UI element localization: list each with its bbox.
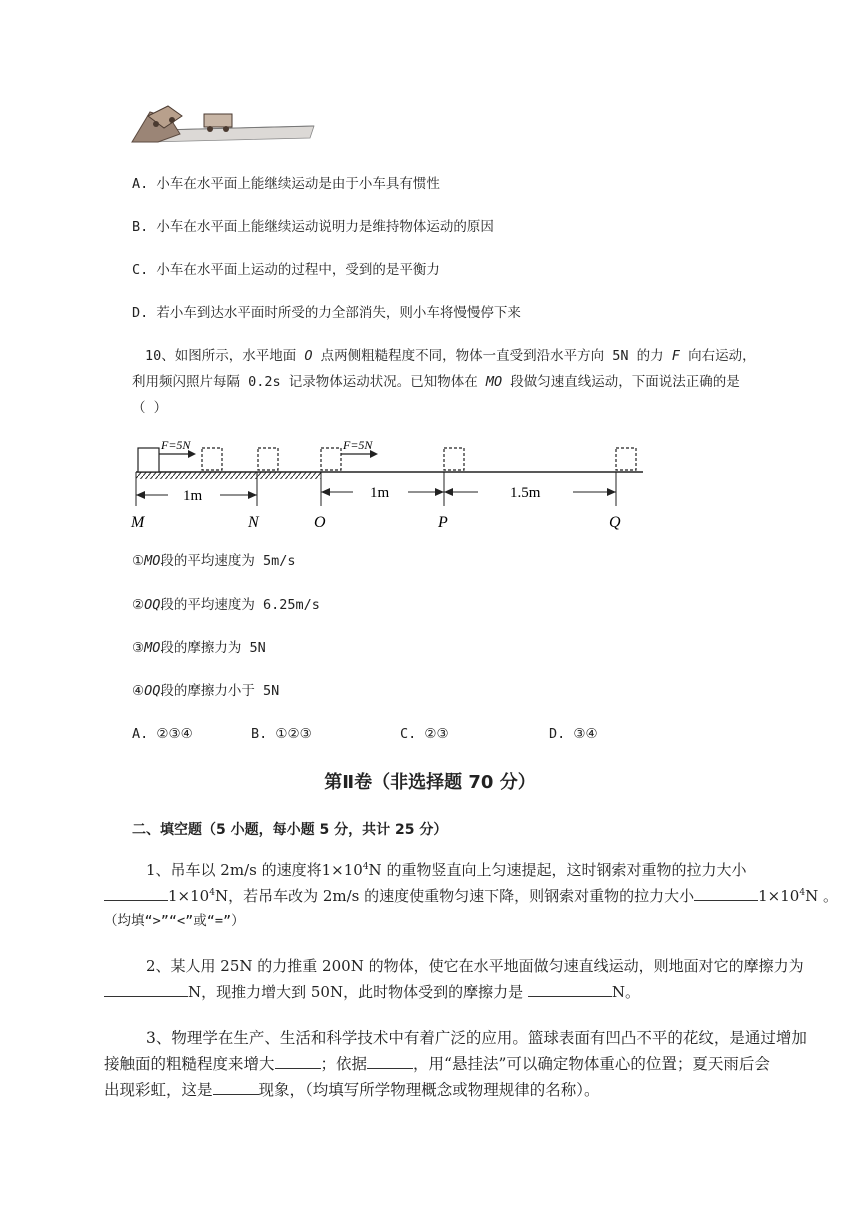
answer-blank[interactable] bbox=[104, 982, 188, 997]
fill3-line2: 接触面的粗糙程度来增大 ；依据 ，用“悬挂法”可以确定物体重心的位置；夏天雨后会 bbox=[104, 1055, 770, 1073]
point-label-n: N bbox=[248, 514, 259, 531]
fill1-line1: 1、吊车以 2m/s 的速度将$1\times 10^4N$ 的重物竖直向上匀速提起，这时钢索对重物的拉力大小 bbox=[146, 861, 747, 879]
flash-box bbox=[616, 448, 636, 470]
flash-box bbox=[202, 448, 222, 470]
rough-surface-hatch bbox=[136, 472, 321, 479]
q10-stem-line1: 10、如图所示，水平地面 O 点两侧粗糙程度不同，物体一直受到沿水平方向 5N 的力 F 向右运动， bbox=[145, 348, 756, 364]
flash-box bbox=[258, 448, 278, 470]
q9-option-d: D. 若小车到达水平面时所受的力全部消失，则小车将慢慢停下来 bbox=[132, 305, 521, 321]
answer-blank[interactable] bbox=[367, 1054, 413, 1069]
incline-cart-figure bbox=[130, 100, 320, 150]
q10-statement-4: ④OQ段的摩擦力小于 5N bbox=[132, 683, 280, 699]
point-label-q: Q bbox=[609, 514, 621, 531]
q10-statement-1: ①MO段的平均速度为 5m/s bbox=[132, 553, 296, 569]
answer-blank[interactable] bbox=[275, 1054, 321, 1069]
answer-blank[interactable] bbox=[528, 982, 612, 997]
dim-label-pq: 1.5m bbox=[510, 485, 541, 501]
q10-choice-c: C. ②③ bbox=[400, 726, 449, 742]
answer-blank[interactable] bbox=[104, 886, 168, 901]
point-label-o: O bbox=[314, 514, 326, 531]
point-label-m: M bbox=[131, 514, 145, 531]
fill3-line3: 出现彩虹，这是 现象，（均填写所学物理概念或物理规律的名称）。 bbox=[104, 1081, 600, 1099]
q10-choice-b: B. ①②③ bbox=[251, 726, 312, 742]
q10-statement-3: ③MO段的摩擦力为 5N bbox=[132, 640, 266, 656]
cart-on-ground bbox=[204, 114, 232, 127]
fill2-line1: 2、某人用 25N 的力推重 200N 的物体，使它在水平地面做匀速直线运动，则地面对它的摩擦力为 bbox=[146, 957, 804, 975]
q10-answer-paren: （ ） bbox=[132, 400, 168, 416]
q10-statement-2: ②OQ段的平均速度为 6.25m/s bbox=[132, 597, 320, 613]
friction-motion-figure bbox=[128, 434, 648, 534]
q10-choice-d: D. ③④ bbox=[549, 726, 598, 742]
q9-option-b: B. 小车在水平面上能继续运动说明力是维持物体运动的原因 bbox=[132, 219, 494, 235]
answer-blank[interactable] bbox=[213, 1080, 259, 1095]
fill1-line3: （均填“>”“<”或“=”） bbox=[104, 913, 245, 929]
answer-blank[interactable] bbox=[694, 886, 758, 901]
point-label-p: P bbox=[438, 514, 448, 531]
q9-option-c: C. 小车在水平面上运动的过程中，受到的是平衡力 bbox=[132, 262, 440, 278]
part-two-title: 第Ⅱ卷（非选择题 70 分） bbox=[324, 772, 536, 793]
fill1-line2: $1\times 10^4N$，若吊车改为 2m/s 的速度使重物匀速下降，则钢索对重物的拉力大小 $1\times 10^4N$ 。 bbox=[104, 886, 838, 906]
force-label-right: F=5N bbox=[343, 438, 373, 452]
q9-option-a: A. 小车在水平面上能继续运动是由于小车具有惯性 bbox=[132, 176, 440, 192]
dim-label-op: 1m bbox=[370, 485, 390, 501]
q10-choice-a: A. ②③④ bbox=[132, 726, 193, 742]
dim-label-mn: 1m bbox=[183, 488, 203, 504]
flash-box bbox=[444, 448, 464, 470]
object-box-m bbox=[138, 448, 159, 472]
fill2-line2: N，现推力增大到 50N，此时物体受到的摩擦力是 N。 bbox=[104, 982, 640, 1002]
fill3-line1: 3、物理学在生产、生活和科学技术中有着广泛的应用。篮球表面有凹凸不平的花纹，是通过增加 bbox=[146, 1029, 807, 1047]
flash-box bbox=[321, 448, 341, 470]
section-heading: 二、填空题（5 小题，每小题 5 分，共计 25 分） bbox=[132, 822, 448, 838]
force-label-left: F=5N bbox=[161, 438, 191, 452]
q10-stem-line2: 利用频闪照片每隔 0.2s 记录物体运动状况。已知物体在 MO 段做匀速直线运动，下面说法正确的是 bbox=[132, 374, 740, 390]
